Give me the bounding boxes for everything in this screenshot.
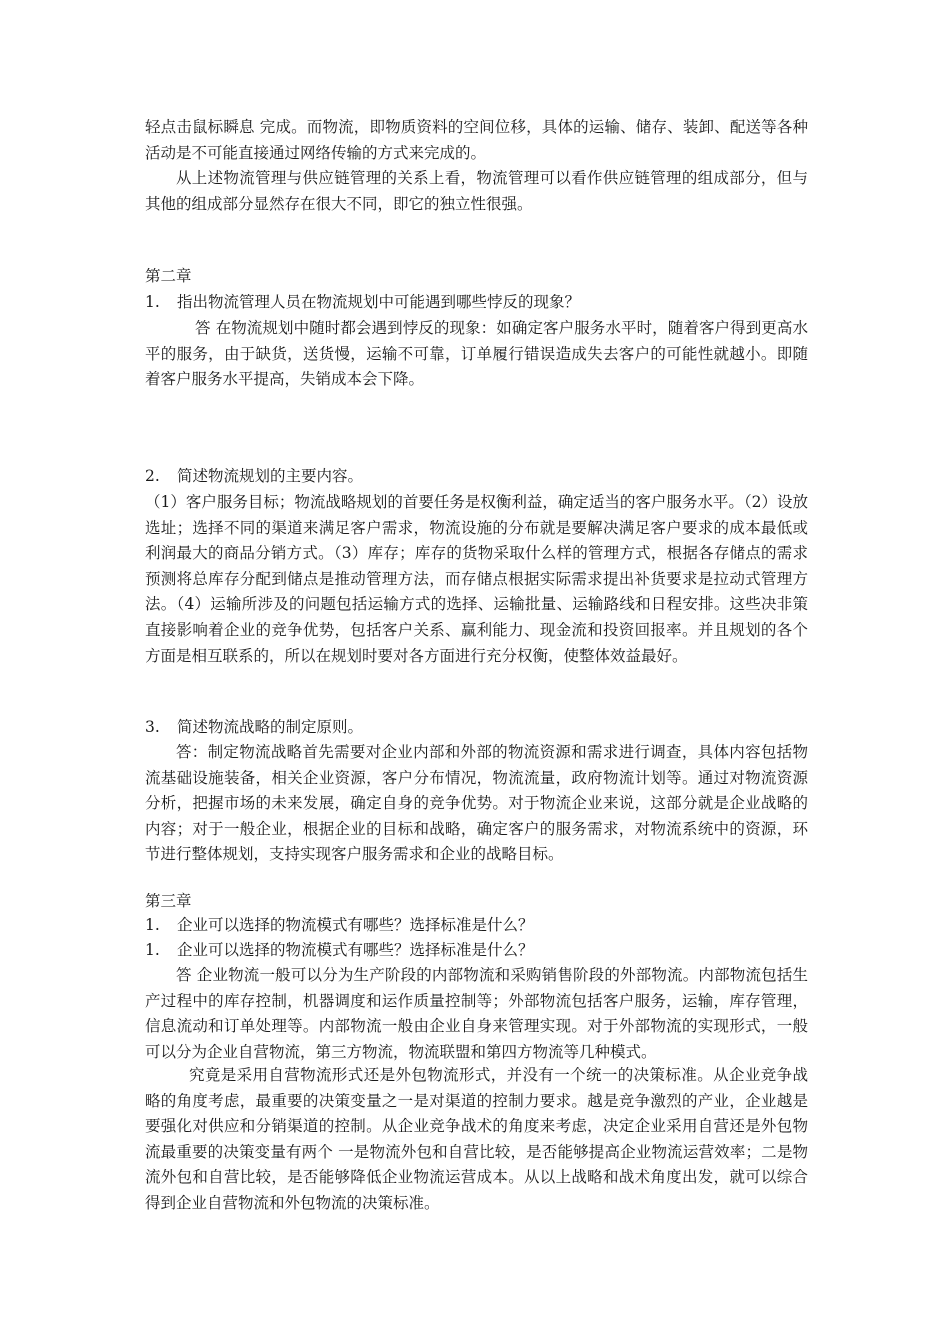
question-number: 1. xyxy=(145,916,160,934)
question-number: 2. xyxy=(145,467,160,485)
question-text: 企业可以选择的物流模式有哪些？选择标准是什么？ xyxy=(177,916,534,934)
question-number: 3. xyxy=(145,718,160,736)
chapter-3-title: 第三章 xyxy=(145,892,192,910)
chapter-3-answer-paragraph-1: 答 企业物流一般可以分为生产阶段的内部物流和采购销售阶段的外部物流。内部物流包括生产过程中的库存控制，机器调度和运作质量控制等；外部物流包括客户服务，运输，库存管理，信息流动和订单处理等。内部物流一般由企业自身来管理实现。对于外部物流的实现形式，一般可以分为企业自营物流，第三方物流，物流联盟和第四方物流等几种模式。 xyxy=(145,966,808,1061)
chapter-2-question-3 xyxy=(145,715,808,741)
question-number: 1. xyxy=(145,293,160,311)
chapter-2-answer-2: （1）客户服务目标；物流战略规划的首要任务是权衡利益，确定适当的客户服务水平。（2）设放选址；选择不同的渠道来满足客户需求，物流设施的分布就是要解决满足客户要求的成本最低或利润最大的商品分销方式。（3）库存；库存的货物采取什么样的管理方式，根据各存储点的需求预测将总库存分配到储点是推动管理方法，而存储点根据实际需求提出补货要求是拉动式管理方法。（4）运输所涉及的问题包括运输方式的选择、运输批量、运输路线和日程安排。这些决非策直接影响着企业的竞争优势，包括客户关系、赢利能力、现金流和投资回报率。并且规划的各个方面是相互联系的，所以在规划时要对各方面进行充分权衡，使整体效益最好。 xyxy=(145,493,808,665)
chapter-3-question-1-repeat xyxy=(145,938,808,964)
question-text: 指出物流管理人员在物流规划中可能遇到哪些悖反的现象？ xyxy=(177,293,581,311)
chapter-3-question-1 xyxy=(145,913,808,939)
chapter-2-question-1 xyxy=(145,290,808,316)
chapter-2-title: 第二章 xyxy=(145,267,192,285)
question-text: 企业可以选择的物流模式有哪些？选择标准是什么？ xyxy=(177,941,534,959)
chapter-2-question-2 xyxy=(145,464,808,490)
question-number: 1. xyxy=(145,941,160,959)
chapter-2-answer-1: 答 在物流规划中随时都会遇到悖反的现象：如确定客户服务水平时，随着客户得到更高水平的服务，由于缺货，送货慢，运输不可靠，订单履行错误造成失去客户的可能性就越小。即随着客户服务水平提高，失销成本会下降。 xyxy=(145,319,808,389)
chapter-3-answer-paragraph-2: 究竟是采用自营物流形式还是外包物流形式，并没有一个统一的决策标准。从企业竞争战略的角度考虑，最重要的决策变量之一是对渠道的控制力要求。越是竞争激烈的产业，企业越是要强化对供应和分销渠道的控制。从企业竞争战术的角度来考虑，决定企业采用自营还是外包物流最重要的决策变量有两个 一是物流外包和自营比较，是否能够提高企业物流运营效率；二是物流外包和自营比较，是否能够降低企业物流运营成本。从以上战略和战术角度出发，就可以综合得到企业自营物流和外包物流的决策标准。 xyxy=(145,1066,808,1212)
question-text: 简述物流战略的制定原则。 xyxy=(177,718,364,736)
chapter-2-answer-3: 答：制定物流战略首先需要对企业内部和外部的物流资源和需求进行调查，具体内容包括物流基础设施装备，相关企业资源，客户分布情况，物流流量，政府物流计划等。通过对物流资源分析，把握市场的未来发展，确定自身的竞争优势。对于物流企业来说，这部分就是企业战略的内容；对于一般企业，根据企业的目标和战略，确定客户的服务需求，对物流系统中的资源，环节进行整体规划，支持实现客户服务需求和企业的战略目标。 xyxy=(145,743,808,864)
intro-paragraph-1: 轻点击鼠标瞬息 完成。而物流，即物质资料的空间位移，具体的运输、储存、装卸、配送等各种活动是不可能直接通过网络传输的方式来完成的。 xyxy=(145,118,808,162)
question-text: 简述物流规划的主要内容。 xyxy=(177,467,364,485)
intro-paragraph-2: 从上述物流管理与供应链管理的关系上看，物流管理可以看作供应链管理的组成部分，但与其他的组成部分显然存在很大不同，即它的独立性很强。 xyxy=(145,169,808,213)
